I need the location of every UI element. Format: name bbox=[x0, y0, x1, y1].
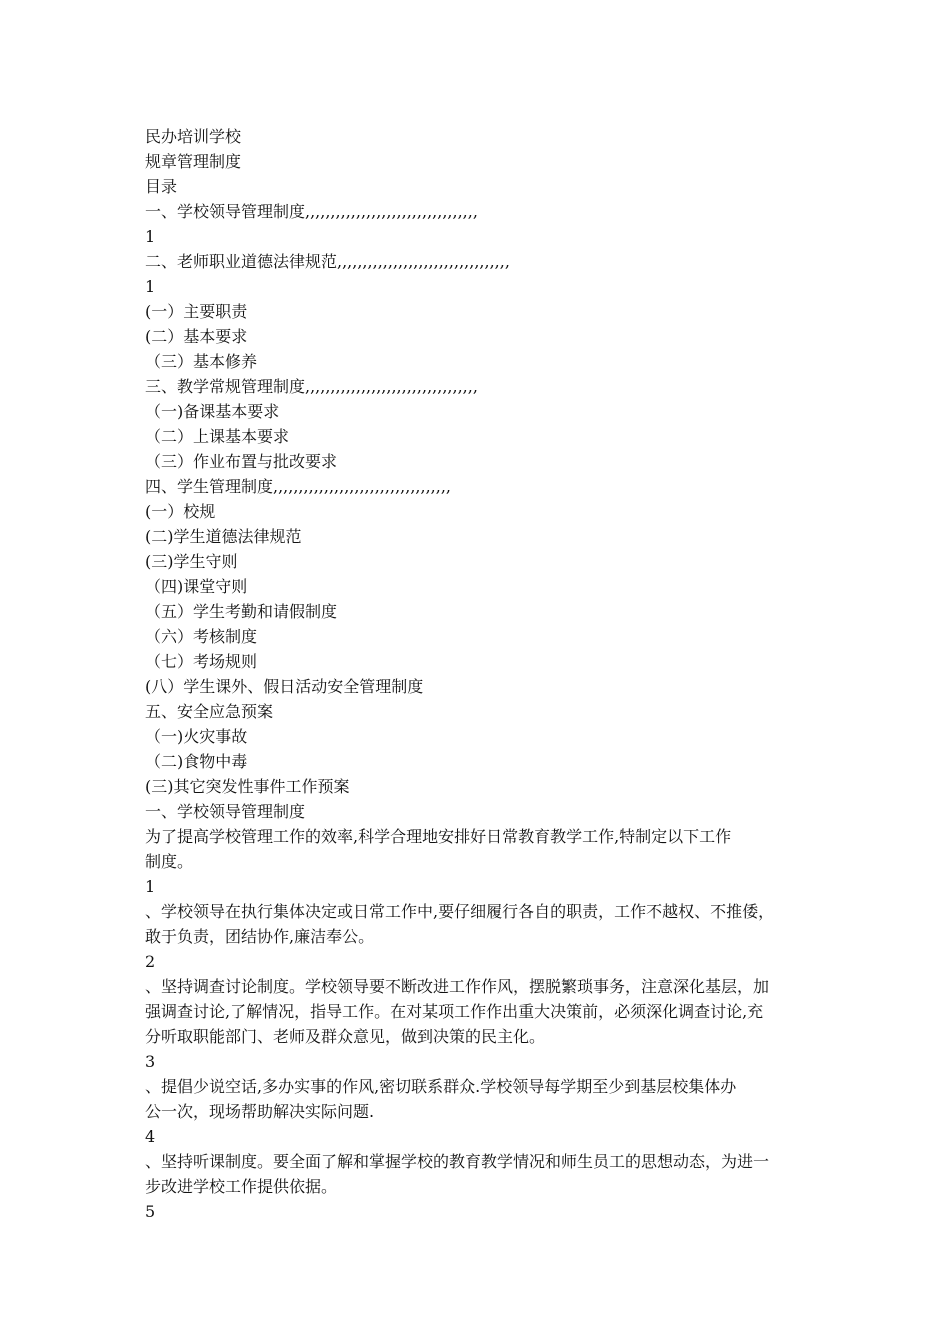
document-title: 民办培训学校 bbox=[145, 127, 242, 146]
intro-line: 制度。 bbox=[145, 852, 194, 871]
rule-number: 2 bbox=[145, 952, 156, 971]
toc-entry: 一、学校领导管理制度,,,,,,,,,,,,,,,,,,,,,,,,,,,,,,,,,, bbox=[145, 202, 478, 221]
rule-number: 3 bbox=[145, 1052, 156, 1071]
toc-subentry: (一）校规 bbox=[145, 502, 216, 521]
rules-list bbox=[145, 874, 810, 1224]
toc-subentry: （一)备课基本要求 bbox=[145, 402, 280, 421]
rule-text-line: 敢于负责，团结协作,廉洁奉公。 bbox=[145, 927, 375, 946]
toc-subentry: (八）学生课外、假日活动安全管理制度 bbox=[145, 677, 424, 696]
rule-number: 5 bbox=[145, 1202, 156, 1221]
document-subtitle: 规章管理制度 bbox=[145, 152, 242, 171]
toc-subentry: （二）上课基本要求 bbox=[145, 427, 290, 446]
section-heading: 一、学校领导管理制度 bbox=[145, 802, 306, 821]
toc-subentry: (一）主要职责 bbox=[145, 302, 248, 321]
toc-subentry: (二）基本要求 bbox=[145, 327, 248, 346]
toc-entry: 三、教学常规管理制度,,,,,,,,,,,,,,,,,,,,,,,,,,,,,,,,,, bbox=[145, 377, 478, 396]
toc-entry: 二、老师职业道德法律规范,,,,,,,,,,,,,,,,,,,,,,,,,,,,,,,,,, bbox=[145, 252, 510, 271]
rule-text-line: 公一次，现场帮助解决实际问题. bbox=[145, 1102, 375, 1121]
toc-subentry: （四)课堂守则 bbox=[145, 577, 248, 596]
toc-subentry: (二)学生道德法律规范 bbox=[145, 527, 302, 546]
rule-text-line: 、提倡少说空话,多办实事的作风,密切联系群众.学校领导每学期至少到基层校集体办 bbox=[145, 1077, 737, 1096]
toc-page-number: 1 bbox=[145, 277, 156, 296]
toc-subentry: （一)火灾事故 bbox=[145, 727, 248, 746]
rule-text-line: 分听取职能部门、老师及群众意见，做到决策的民主化。 bbox=[145, 1027, 546, 1046]
rule-number: 4 bbox=[145, 1127, 156, 1146]
toc-subentry: （六）考核制度 bbox=[145, 627, 258, 646]
rule-number: 1 bbox=[145, 877, 156, 896]
rule-text-line: 步改进学校工作提供依据。 bbox=[145, 1177, 338, 1196]
toc-subentry: （三）作业布置与批改要求 bbox=[145, 452, 338, 471]
toc-subentry: (三)学生守则 bbox=[145, 552, 238, 571]
toc-page-number: 1 bbox=[145, 227, 156, 246]
document-page bbox=[145, 124, 810, 1224]
table-of-contents bbox=[145, 199, 810, 799]
intro-line: 为了提高学校管理工作的效率,科学合理地安排好日常教育教学工作,特制定以下工作 bbox=[145, 827, 732, 846]
toc-entry: 四、学生管理制度,,,,,,,,,,,,,,,,,,,,,,,,,,,,,,,,,,, bbox=[145, 477, 452, 496]
toc-subentry: （三）基本修养 bbox=[145, 352, 258, 371]
toc-subentry: （七）考场规则 bbox=[145, 652, 258, 671]
toc-subentry: (三)其它突发性事件工作预案 bbox=[145, 777, 350, 796]
rule-text-line: 、学校领导在执行集体决定或日常工作中,要仔细履行各自的职责，工作不越权、不推倭， bbox=[145, 902, 775, 921]
rule-text-line: 、坚持调查讨论制度。学校领导要不断改进工作作风，摆脱繁琐事务，注意深化基层，加 bbox=[145, 977, 770, 996]
rule-text-line: 强调查讨论,了解情况，指导工作。在对某项工作作出重大决策前，必须深化调查讨论,充 bbox=[145, 1002, 764, 1021]
rule-text-line: 、坚持听课制度。要全面了解和掌握学校的教育教学情况和师生员工的思想动态，为进一 bbox=[145, 1152, 770, 1171]
toc-subentry: （五）学生考勤和请假制度 bbox=[145, 602, 338, 621]
toc-heading: 目录 bbox=[145, 177, 178, 196]
toc-subentry: （二)食物中毒 bbox=[145, 752, 248, 771]
toc-entry: 五、安全应急预案 bbox=[145, 702, 274, 721]
